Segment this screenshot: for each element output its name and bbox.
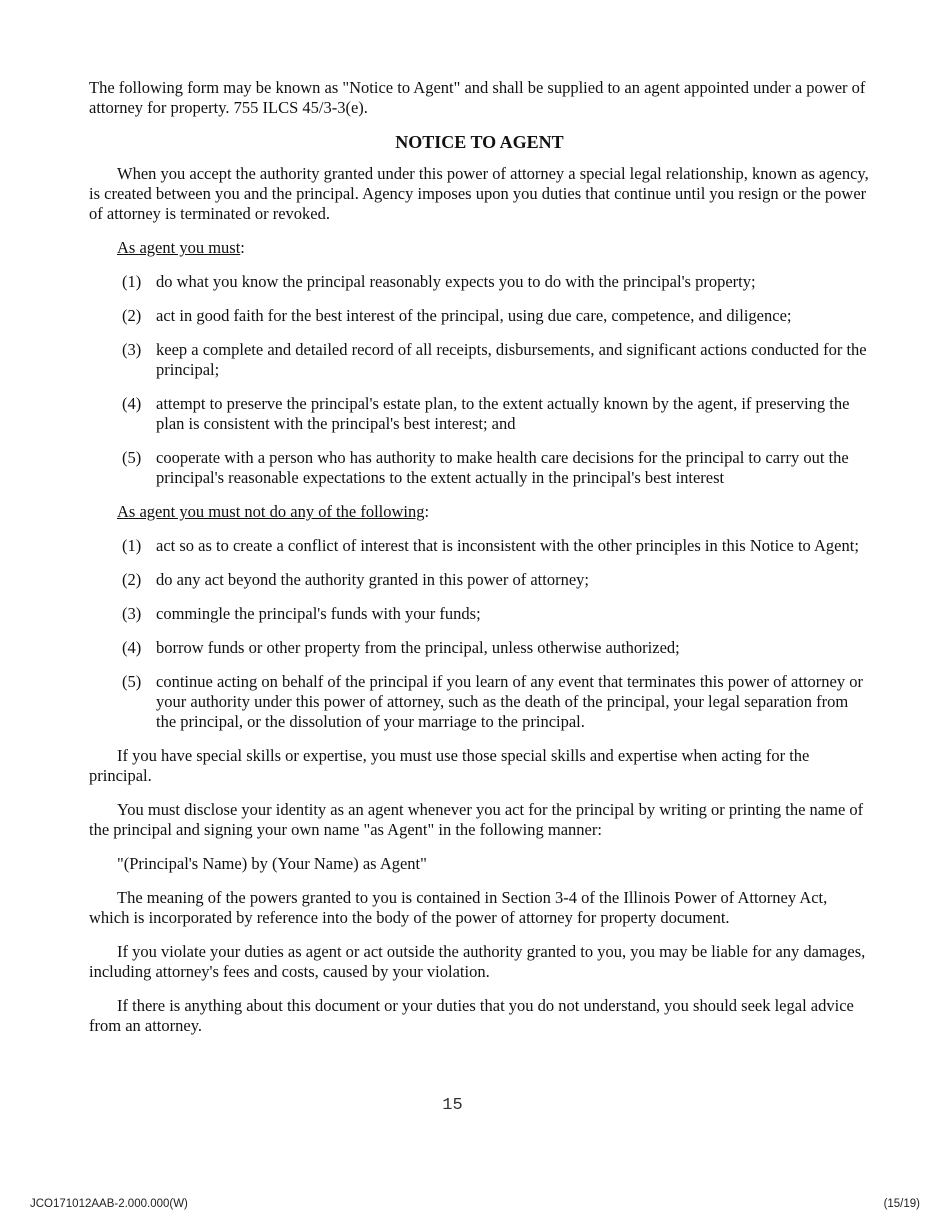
item-text: attempt to preserve the principal's estate plan, to the extent actually known by the agent, if preserving the plan is consistent with the principal's best interest; and [156,394,850,433]
item-text: keep a complete and detailed record of all receipts, disbursements, and significant actions conducted for the principal; [156,340,867,379]
list-item [89,604,870,624]
page-title: NOTICE TO AGENT [395,132,564,152]
list-item [89,340,870,380]
item-text: do any act beyond the authority granted in this power of attorney; [156,570,590,589]
item-text: cooperate with a person who has authority to make health care decisions for the principal to carry out the principal's reasonable expectations to the extent actually in the principal's best interest [156,448,849,487]
item-number: (2) [122,570,142,589]
signature-format: "(Principal's Name) by (Your Name) as Agent" [117,854,427,873]
must-heading-text: As agent you must [117,238,241,257]
list-item [89,448,870,488]
intro-paragraph: The following form may be known as "Notice to Agent" and shall be supplied to an agent appointed under a power of attorney for property. 755 ILCS 45/3-3(e). [89,78,866,117]
item-text: continue acting on behalf of the principal if you learn of any event that terminates this power of attorney or your authority under this power of attorney, such as the death of the principal, your legal separation from the principal, or the dissolution of your marriage to the principal. [156,672,863,731]
list-item [89,570,870,590]
must-not-list [89,536,870,732]
must-heading: As agent you must: [117,238,245,257]
agency-paragraph: When you accept the authority granted under this power of attorney a special legal relationship, known as agency, is created between you and the principal. Agency imposes upon you duties that continue until you resign or the power of attorney is terminated or revoked. [89,164,869,223]
item-text: borrow funds or other property from the principal, unless otherwise authorized; [156,638,680,657]
item-text: commingle the principal's funds with your funds; [156,604,481,623]
item-number: (3) [122,340,142,359]
list-item [89,536,870,556]
must-not-heading-text: As agent you must not do any of the following [117,502,425,521]
must-not-heading: As agent you must not do any of the following: [117,502,430,521]
disclose-paragraph: You must disclose your identity as an agent whenever you act for the principal by writing or printing the name of the principal and signing your own name "as Agent" in the following manner: [89,800,864,839]
item-number: (4) [122,394,142,413]
document-body [89,78,870,1050]
item-number: (2) [122,306,142,325]
list-item [89,638,870,658]
footer-doc-id: JCO171012AAB-2.000.000(W) [30,1198,188,1210]
item-number: (1) [122,536,142,555]
skills-paragraph: If you have special skills or expertise, you must use those special skills and expertise when acting for the principal. [89,746,810,785]
item-number: (4) [122,638,142,657]
meaning-paragraph: The meaning of the powers granted to you is contained in Section 3‑4 of the Illinois Power of Attorney Act, which is incorporated by reference into the body of the power of attorney for property document. [89,888,828,927]
list-item [89,394,870,434]
list-item [89,306,870,326]
item-text: do what you know the principal reasonably expects you to do with the principal's property; [156,272,756,291]
item-number: (5) [122,672,142,691]
item-text: act so as to create a conflict of interest that is inconsistent with the other principles in this Notice to Agent; [156,536,859,555]
item-number: (5) [122,448,142,467]
page-number: 15 [442,1096,463,1115]
list-item [89,272,870,292]
must-list [89,272,870,488]
list-item [89,672,870,732]
advice-paragraph: If there is anything about this document or your duties that you do not understand, you should seek legal advice from an attorney. [89,996,854,1035]
item-text: act in good faith for the best interest of the principal, using due care, competence, and diligence; [156,306,792,325]
footer-page-count: (15/19) [883,1198,920,1210]
item-number: (1) [122,272,142,291]
item-number: (3) [122,604,142,623]
violate-paragraph: If you violate your duties as agent or act outside the authority granted to you, you may be liable for any damages, including attorney's fees and costs, caused by your violation. [89,942,866,981]
